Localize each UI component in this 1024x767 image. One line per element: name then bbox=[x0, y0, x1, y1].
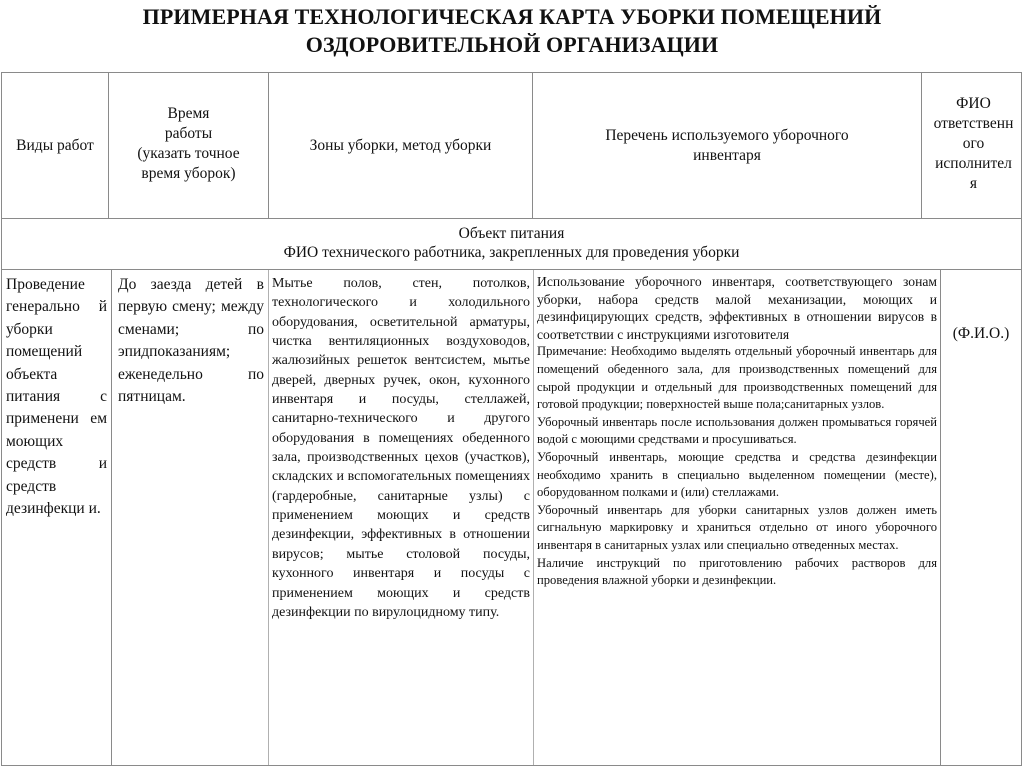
header-responsible-line: ФИО bbox=[956, 94, 991, 112]
object-band-subtitle: ФИО технического работника, закрепленных для проведения уборки bbox=[283, 244, 740, 261]
title-line-2: ОЗДОРОВИТЕЛЬНОЙ ОРГАНИЗАЦИИ bbox=[305, 32, 719, 57]
object-band bbox=[2, 224, 1021, 269]
header-responsible-line: я bbox=[969, 174, 978, 192]
page-title bbox=[0, 0, 1024, 59]
header-responsible-line: ответственн bbox=[933, 114, 1014, 132]
cell-work-time: До заезда детей в первую смену; между сменами; по эпидпоказаниям; еженедельно по пятницам. bbox=[118, 276, 264, 406]
header-work-time-line: время уборок) bbox=[141, 164, 236, 182]
inventory-paragraph: Уборочный инвентарь после использования должен промываться горячей водой с моющими средствами и просушиваться. bbox=[537, 414, 937, 447]
header-cleaning-zones bbox=[269, 73, 532, 218]
header-work-time-line: (указать точное bbox=[137, 144, 240, 162]
cell-responsible-person bbox=[941, 270, 1021, 765]
cleaning-map-table bbox=[1, 72, 1022, 766]
header-work-types bbox=[2, 73, 108, 218]
cell-inventory-list bbox=[533, 270, 940, 765]
header-inventory-list bbox=[533, 73, 921, 218]
header-cleaning-zones-label: Зоны уборки, метод уборки bbox=[309, 136, 492, 154]
responsible-person-placeholder: (Ф.И.О.) bbox=[952, 325, 1010, 342]
inventory-paragraph: Уборочный инвентарь, моющие средства и средства дезинфекции необходимо хранить в специально выделенном помещении (месте), оборудованном полками и (или) стеллажами. bbox=[537, 449, 937, 500]
cell-work-type: Проведение генерально й уборки помещений объекта питания с применени ем моющих средств и средств дезинфекци и. bbox=[6, 276, 107, 518]
header-work-types-label: Виды работ bbox=[16, 136, 94, 154]
header-responsible-line: ого bbox=[962, 134, 985, 152]
header-inventory-line: инвентаря bbox=[693, 146, 761, 164]
header-responsible-line: исполнител bbox=[935, 154, 1012, 172]
inventory-paragraph: Уборочный инвентарь для уборки санитарных узлов должен иметь сигнальную маркировку и храниться отдельно от иного уборочного инвентаря в санитарных узлах или специально отведенных местах. bbox=[537, 502, 937, 552]
inventory-paragraph: Наличие инструкций по приготовлению рабочих растворов для проведения влажной уборки и дезинфекции. bbox=[537, 555, 937, 588]
header-work-time bbox=[109, 73, 268, 218]
inventory-paragraph: Использование уборочного инвентаря, соответствующего зонам уборки, набора средств малой механизации, моющих и дезинфицирующих средств, эффективных в отношении вирусов в соответствии с инструкциями изготовителя bbox=[537, 274, 937, 342]
header-divider bbox=[2, 218, 1021, 219]
inventory-note: Примечание: Необходимо выделять отдельный уборочный инвентарь для помещений обеденного зала, для производственных помещений для сырой продукции и отдельный для производственных помещений для готовой продукции; поверхностей выше пола;санитарных узлов. bbox=[537, 344, 937, 412]
header-work-time-line: Время bbox=[167, 104, 210, 122]
header-inventory-line: Перечень используемого уборочного bbox=[605, 126, 849, 144]
cell-cleaning-zones: Мытье полов, стен, потолков, технологического и холодильного оборудования, осветительной арматуры, чистка вентиляционных воздуховодов, жалюзийных решеток вентсистем, мытье дверей, дверных ручек, окон, кухонного инвентаря и посуды, стеллажей, санитарно-технического и другого оборудования в помещениях обеденного зала, производственных цехов (участков), складских и вспомогательных помещениях (гардеробные, санитарные узлы) с применением моющих и средств дезинфекции, эффективных в отношении вирусов; мытье столовой посуды, кухонного инвентаря и посуды с применением моющих и средств дезинфекции по вирулоцидному типу. bbox=[268, 270, 533, 765]
header-responsible-person bbox=[922, 73, 1021, 218]
object-band-title: Объект питания bbox=[458, 225, 565, 242]
header-work-time-line: работы bbox=[164, 124, 213, 142]
title-line-1: ПРИМЕРНАЯ ТЕХНОЛОГИЧЕСКАЯ КАРТА УБОРКИ ПОМЕЩЕНИЙ bbox=[142, 4, 882, 29]
